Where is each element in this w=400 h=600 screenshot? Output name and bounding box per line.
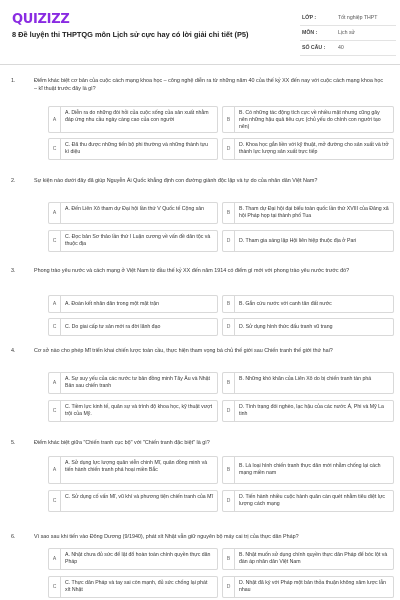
- question-number: 4.: [11, 348, 16, 354]
- option-text: D. Tham gia sáng lập Hội liên hiệp thuộc địa ở Pari: [239, 238, 357, 244]
- option-text: B. Tham dự Đại hội đại biểu toàn quốc lần thứ XVIII của Đảng xã hội Pháp họp tại thành phố Tua: [239, 206, 389, 219]
- option-text: A. Diễn ra do những đòi hỏi của cuộc sống của sản xuất nhằm đáp ứng nhu cầu ngày càng cao của con người: [65, 110, 209, 123]
- option-text: C. Sử dụng cố vấn Mĩ, vũ khí và phương tiện chiến tranh của Mĩ: [65, 494, 213, 500]
- option-letter: A: [49, 107, 61, 132]
- question-6: [8, 534, 392, 600]
- option-letter: C: [49, 319, 61, 335]
- option-b[interactable]: [222, 202, 394, 224]
- option-b[interactable]: [222, 106, 394, 133]
- option-letter: D: [223, 577, 235, 597]
- question-number: 6.: [11, 534, 16, 540]
- option-letter: B: [223, 457, 235, 483]
- meta-row-subject: [300, 26, 396, 41]
- question-1: [8, 78, 392, 170]
- question-text: Phong trào yêu nước và cách mạng ở Việt Nam từ đầu thế kỷ XX đến năm 1914 có điểm gì mới với phong trào yêu nước trước đó?: [34, 268, 350, 274]
- option-a[interactable]: [48, 295, 218, 313]
- question-number: 5.: [11, 440, 16, 446]
- question-4: [8, 348, 392, 430]
- question-number: 3.: [11, 268, 16, 274]
- option-letter: D: [223, 231, 235, 251]
- meta-key: LỚP :: [302, 15, 317, 21]
- option-text: B. Gắn cứu nước với canh tân đất nước: [239, 301, 332, 307]
- question-2: [8, 178, 392, 260]
- option-a[interactable]: [48, 548, 218, 570]
- option-a[interactable]: [48, 372, 218, 394]
- option-b[interactable]: [222, 456, 394, 484]
- question-3: [8, 268, 392, 340]
- option-c[interactable]: [48, 318, 218, 336]
- option-letter: A: [49, 296, 61, 312]
- option-text: D. Nhật đã ký với Pháp một bản thỏa thuận không xâm lược lẫn nhau: [239, 580, 386, 593]
- option-letter: D: [223, 139, 235, 159]
- option-d[interactable]: [222, 400, 394, 422]
- option-text: D. Tình trạng đói nghèo, lạc hậu của các nước Á, Phi và Mỹ La tinh: [239, 404, 384, 417]
- question-text: Điểm khác biệt giữa "Chiến tranh cục bộ" với "Chiến tranh đặc biệt" là gì?: [34, 440, 210, 446]
- option-c[interactable]: [48, 490, 218, 512]
- option-d[interactable]: [222, 318, 394, 336]
- option-letter: C: [49, 491, 61, 511]
- option-text: C. Tiềm lực kinh tế, quân sự và trình độ khoa học, kỹ thuật vượt trội của Mỹ.: [65, 404, 213, 417]
- option-text: D. Sử dụng hình thức đấu tranh vũ trang: [239, 324, 333, 330]
- option-text: D. Khoa học gắn liền với kỹ thuật, mở đường cho sản xuất và trở thành lực lượng sản xuất trực tiếp: [239, 142, 389, 155]
- option-letter: A: [49, 457, 61, 483]
- option-letter: A: [49, 203, 61, 223]
- option-a[interactable]: [48, 456, 218, 484]
- option-letter: B: [223, 107, 235, 132]
- meta-key: MÔN :: [302, 30, 318, 36]
- option-d[interactable]: [222, 138, 394, 160]
- option-b[interactable]: [222, 295, 394, 313]
- option-text: A. Sử dụng lực lượng quân viễn chinh Mĩ, quân đồng minh và tiến hành chiến tranh phá hoại miền Bắc: [65, 460, 208, 473]
- question-text: Sự kiện nào dưới đây đã giúp Nguyễn Ái Quốc khẳng định con đường giành độc lập và tự do của nhân dân Việt Nam?: [34, 178, 318, 184]
- option-letter: C: [49, 139, 61, 159]
- option-text: B. Là loại hình chiến tranh thực dân mới nhằm chống lại cách mạng miền nam: [239, 463, 381, 476]
- option-text: C. Do giai cấp tư sản mới ra đời lãnh đạo: [65, 324, 161, 330]
- question-5: [8, 440, 392, 524]
- option-c[interactable]: [48, 230, 218, 252]
- quizizz-logo: QUIZIZZ: [12, 12, 70, 27]
- option-c[interactable]: [48, 400, 218, 422]
- option-c[interactable]: [48, 576, 218, 598]
- option-text: A. Nhật chưa đủ sức để lật đổ hoàn toàn chính quyền thực dân Pháp: [65, 552, 211, 565]
- option-letter: C: [49, 577, 61, 597]
- option-a[interactable]: [48, 106, 218, 133]
- option-d[interactable]: [222, 230, 394, 252]
- question-number: 1.: [11, 78, 16, 84]
- meta-value: Lịch sử: [338, 30, 356, 36]
- option-letter: B: [223, 296, 235, 312]
- option-text: C. Đọc bản Sơ thảo lần thứ I Luận cương về vấn đề dân tộc và thuộc địa: [65, 234, 211, 247]
- option-text: A. Đoàn kết nhân dân trong một mặt trận: [65, 301, 160, 307]
- option-text: D. Tiến hành nhiều cuộc hành quân càn quét nhằm tiêu diệt lực lượng cách mạng: [239, 494, 385, 507]
- option-letter: B: [223, 373, 235, 393]
- option-letter: A: [49, 549, 61, 569]
- option-text: C. Đã thu được những tiến bộ phi thường và những thành tựu kì diệu: [65, 142, 208, 155]
- option-letter: B: [223, 203, 235, 223]
- document-title: 8 Đề luyện thi THPTQG môn Lịch sử cực hay có lời giải chi tiết (P5): [12, 30, 249, 39]
- page-header: [0, 0, 400, 65]
- meta-key: SỐ CÂU :: [302, 45, 326, 51]
- question-number: 2.: [11, 178, 16, 184]
- meta-value: 40: [338, 45, 344, 51]
- option-letter: C: [49, 231, 61, 251]
- option-letter: D: [223, 401, 235, 421]
- option-text: A. Sự suy yếu của các nước tư bản đồng minh Tây Âu và Nhật Bản sau chiến tranh: [65, 376, 210, 389]
- option-text: B. Nhật muốn sử dụng chính quyền thực dân Pháp để bóc lột và đàn áp nhân dân Việt Nam: [239, 552, 388, 565]
- question-text: Cơ sở nào cho phép Mĩ triển khai chiến lược toàn cầu, thực hiện tham vọng bá chủ thế giới sau Chiến tranh thế giới thứ hai?: [34, 348, 333, 354]
- option-letter: D: [223, 319, 235, 335]
- option-c[interactable]: [48, 138, 218, 160]
- option-b[interactable]: [222, 548, 394, 570]
- meta-table: [300, 11, 396, 56]
- option-letter: B: [223, 549, 235, 569]
- option-a[interactable]: [48, 202, 218, 224]
- option-d[interactable]: [222, 576, 394, 598]
- option-text: C. Thực dân Pháp và tay sai còn mạnh, đủ sức chống lại phát xít Nhật: [65, 580, 208, 593]
- option-text: B. Có những tác động tích cực về nhiều mặt nhưng cũng gây nên những hậu quả tiêu cực (chủ yếu do chính con người tạo nên): [239, 110, 381, 130]
- option-d[interactable]: [222, 490, 394, 512]
- option-b[interactable]: [222, 372, 394, 394]
- option-letter: C: [49, 401, 61, 421]
- question-text: Vì sao sau khi tiến vào Đông Dương (9/1940), phát xít Nhật vẫn giữ nguyên bộ máy cai trị của thực dân Pháp?: [34, 534, 299, 540]
- option-letter: A: [49, 373, 61, 393]
- meta-value: Tốt nghiệp THPT: [338, 15, 378, 21]
- option-text: B. Những khó khăn của Liên Xô do bị chiến tranh tàn phá: [239, 376, 372, 382]
- option-letter: D: [223, 491, 235, 511]
- option-text: A. Đến Liên Xô tham dự Đại hội lần thứ V Quốc tế Cộng sản: [65, 206, 205, 212]
- meta-row-class: [300, 11, 396, 26]
- question-text: Điểm khác biệt cơ bản của cuộc cách mạng khoa học – công nghệ diễn ra từ những năm 40 của thế kỷ XX đến nay với cuộc cách mạng khoa học – kĩ thuật trước đây là gì?: [34, 78, 384, 92]
- meta-row-count: [300, 41, 396, 56]
